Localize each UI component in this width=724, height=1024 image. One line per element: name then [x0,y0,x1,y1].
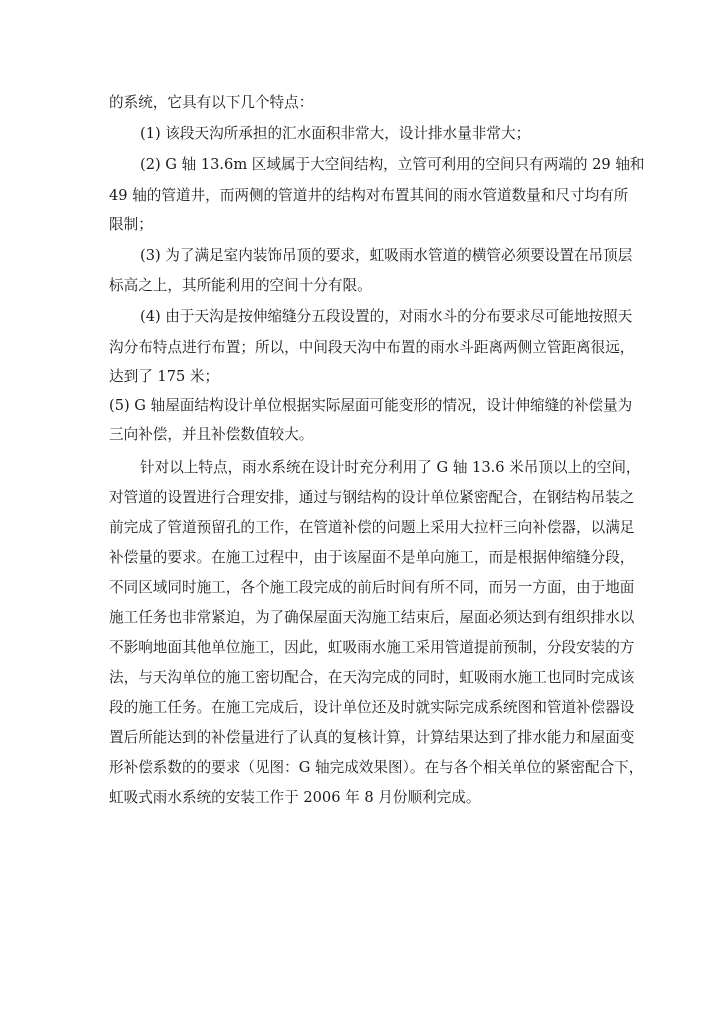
text-line: (5) G 轴屋面结构设计单位根据实际屋面可能变形的情况，设计伸缩缝的补偿量为 [109,397,633,414]
text-line: 不影响地面其他单位施工，因此，虹吸雨水施工采用管道提前预制，分段安装的方 [109,639,635,656]
text-line: 补偿量的要求。在施工过程中，由于该屋面不是单向施工，而是根据伸缩缝分段， [109,549,635,566]
text-line: 49 轴的管道井，而两侧的管道井的结构对布置其间的雨水管道数量和尺寸均有所 [109,187,629,204]
text-line: 段的施工任务。在施工完成后，设计单位还及时就实际完成系统图和管道补偿器设 [109,699,635,716]
text-line: 针对以上特点，雨水系统在设计时充分利用了 G 轴 13.6 米吊顶以上的空间， [140,459,641,476]
text-line: 施工任务也非常紧迫，为了确保屋面天沟施工结束后，屋面必须达到有组织排水以 [109,609,635,626]
text-line: (2) G 轴 13.6m 区域属于大空间结构，立管可利用的空间只有两端的 29 轴和 [140,156,645,173]
text-line: 前完成了管道预留孔的工作，在管道补偿的问题上采用大拉杆三向补偿器，以满足 [109,519,635,536]
text-line: 的系统，它具有以下几个特点： [109,94,314,111]
text-line: 达到了 175 米； [109,368,220,385]
text-line: 沟分布特点进行布置；所以，中间段天沟中布置的雨水斗距离两侧立管距离很远， [109,339,635,356]
text-line: 虹吸式雨水系统的安装工作于 2006 年 8 月份顺利完成。 [109,789,481,806]
text-line: (3) 为了满足室内装饰吊顶的要求，虹吸雨水管道的横管必须要设置在吊顶层 [140,247,633,264]
text-line: 标高之上，其所能利用的空间十分有限。 [109,277,372,294]
text-line: 形补偿系数的的要求（见图：G 轴完成效果图）。在与各个相关单位的紧密配合下， [109,759,644,776]
text-line: 法，与天沟单位的施工密切配合，在天沟完成的同时，虹吸雨水施工也同时完成该 [109,669,635,686]
text-line: 不同区域同时施工，各个施工段完成的前后时间有所不同，而另一方面，由于地面 [109,579,635,596]
text-line: 三向补偿，并且补偿数值较大。 [109,426,314,443]
text-line: 限制； [109,216,153,233]
text-line: (4) 由于天沟是按伸缩缝分五段设置的，对雨水斗的分布要求尽可能地按照天 [140,308,633,325]
text-line: 置后所能达到的补偿量进行了认真的复核计算，计算结果达到了排水能力和屋面变 [109,729,635,746]
text-line: 对管道的设置进行合理安排，通过与钢结构的设计单位紧密配合，在钢结构吊装之 [109,489,635,506]
text-line: (1) 该段天沟所承担的汇水面积非常大，设计排水量非常大； [140,125,531,142]
